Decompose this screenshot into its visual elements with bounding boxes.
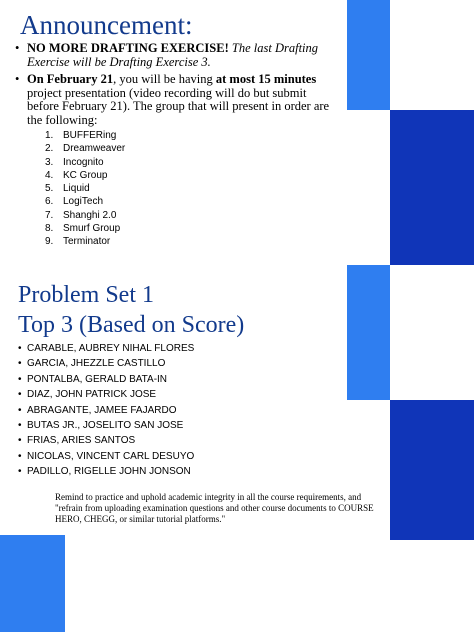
group-number: 7. (45, 209, 54, 221)
decor-block-light-top (347, 0, 390, 110)
group-number: 2. (45, 143, 54, 155)
scorer-name: GARCIA, JHEZZLE CASTILLO (27, 358, 166, 370)
problem-set-title (18, 280, 244, 340)
group-number: 9. (45, 236, 54, 248)
integrity-reminder: Remind to practice and uphold academic integrity in all the course requirements, and "refrain from uploading examination questions and other course documents to COURSE HERO, CHEGG, or similar tutorial platforms." (55, 492, 374, 524)
scorer-name: CARABLE, AUBREY NIHAL FLORES (27, 343, 195, 354)
group-name: Shanghi 2.0 (63, 209, 117, 221)
group-name: Liquid (63, 183, 90, 195)
decor-block-light-middle (347, 265, 390, 400)
feb-duration: at most 15 minutes (215, 72, 317, 86)
group-item (45, 235, 337, 248)
group-name: KC Group (63, 169, 108, 181)
scorer-name: NICOLAS, VINCENT CARL DESUYO (27, 450, 195, 462)
bullet-icon: • (18, 450, 22, 462)
group-item (45, 195, 337, 208)
feb-date: On February 21 (27, 72, 114, 86)
scorer-name: PADILLO, RIGELLE JOHN JONSON (27, 466, 191, 478)
group-item (45, 169, 337, 182)
group-number: 1. (45, 130, 54, 141)
group-number: 8. (45, 223, 54, 235)
bullet-icon: • (18, 373, 22, 385)
announcement-title: Announcement: (20, 10, 193, 40)
scorer-item (18, 433, 194, 448)
bullet-icon: • (18, 420, 22, 432)
decor-block-dark-upper (390, 110, 474, 265)
group-item (45, 129, 337, 142)
group-name: BUFFERing (63, 130, 117, 141)
group-number: 4. (45, 169, 54, 181)
top-scorers-list (18, 341, 194, 480)
presentation-bullet (15, 73, 337, 249)
group-item (45, 222, 337, 235)
group-item (45, 156, 337, 169)
scorer-item (18, 418, 194, 433)
group-item (45, 209, 337, 222)
no-drafting-bold: NO MORE DRAFTING EXERCISE! (27, 41, 229, 55)
scorer-item (18, 341, 194, 356)
decor-block-light-bottom (0, 535, 65, 632)
group-name: Smurf Group (63, 223, 121, 235)
scorer-name: FRIAS, ARIES SANTOS (27, 435, 136, 447)
scorer-item (18, 464, 194, 479)
announcement-body (15, 42, 337, 253)
bullet-icon: • (18, 435, 22, 447)
no-drafting-note: The last Drafting Exercise will be Drafting Exercise 3. (27, 41, 319, 69)
decor-block-dark-lower (390, 400, 474, 540)
group-name: Dreamweaver (63, 143, 126, 155)
scorer-name: DIAZ, JOHN PATRICK JOSE (27, 389, 157, 401)
bullet-icon: • (18, 343, 22, 354)
group-number: 6. (45, 196, 54, 208)
no-drafting-bullet (15, 42, 337, 69)
group-name: LogiTech (63, 196, 104, 208)
feb-text-1: , you will be having (113, 72, 216, 86)
scorer-item (18, 387, 194, 402)
scorer-item (18, 356, 194, 371)
bullet-icon: • (15, 72, 20, 86)
bullet-icon: • (18, 466, 22, 478)
bullet-icon: • (15, 41, 20, 55)
group-item (45, 142, 337, 155)
bullet-icon: • (18, 358, 22, 370)
scorer-item (18, 449, 194, 464)
scorer-item (18, 403, 194, 418)
group-name: Incognito (63, 156, 104, 168)
problem-set-title-line1: Problem Set 1 (18, 282, 154, 308)
group-list (45, 129, 337, 249)
bullet-icon: • (18, 389, 22, 401)
group-name: Terminator (63, 236, 111, 248)
scorer-name: BUTAS JR., JOSELITO SAN JOSE (27, 420, 184, 432)
bullet-icon: • (18, 404, 22, 416)
scorer-name: ABRAGANTE, JAMEE FAJARDO (27, 404, 177, 416)
group-number: 3. (45, 156, 54, 168)
feb-text-2: project presentation (video recording will do but submit before February 21). The group that will present in order are the following: (27, 85, 330, 127)
scorer-name: PONTALBA, GERALD BATA-IN (27, 373, 168, 385)
scorer-item (18, 372, 194, 387)
problem-set-title-line2: Top 3 (Based on Score) (18, 312, 245, 338)
group-number: 5. (45, 183, 54, 195)
group-item (45, 182, 337, 195)
